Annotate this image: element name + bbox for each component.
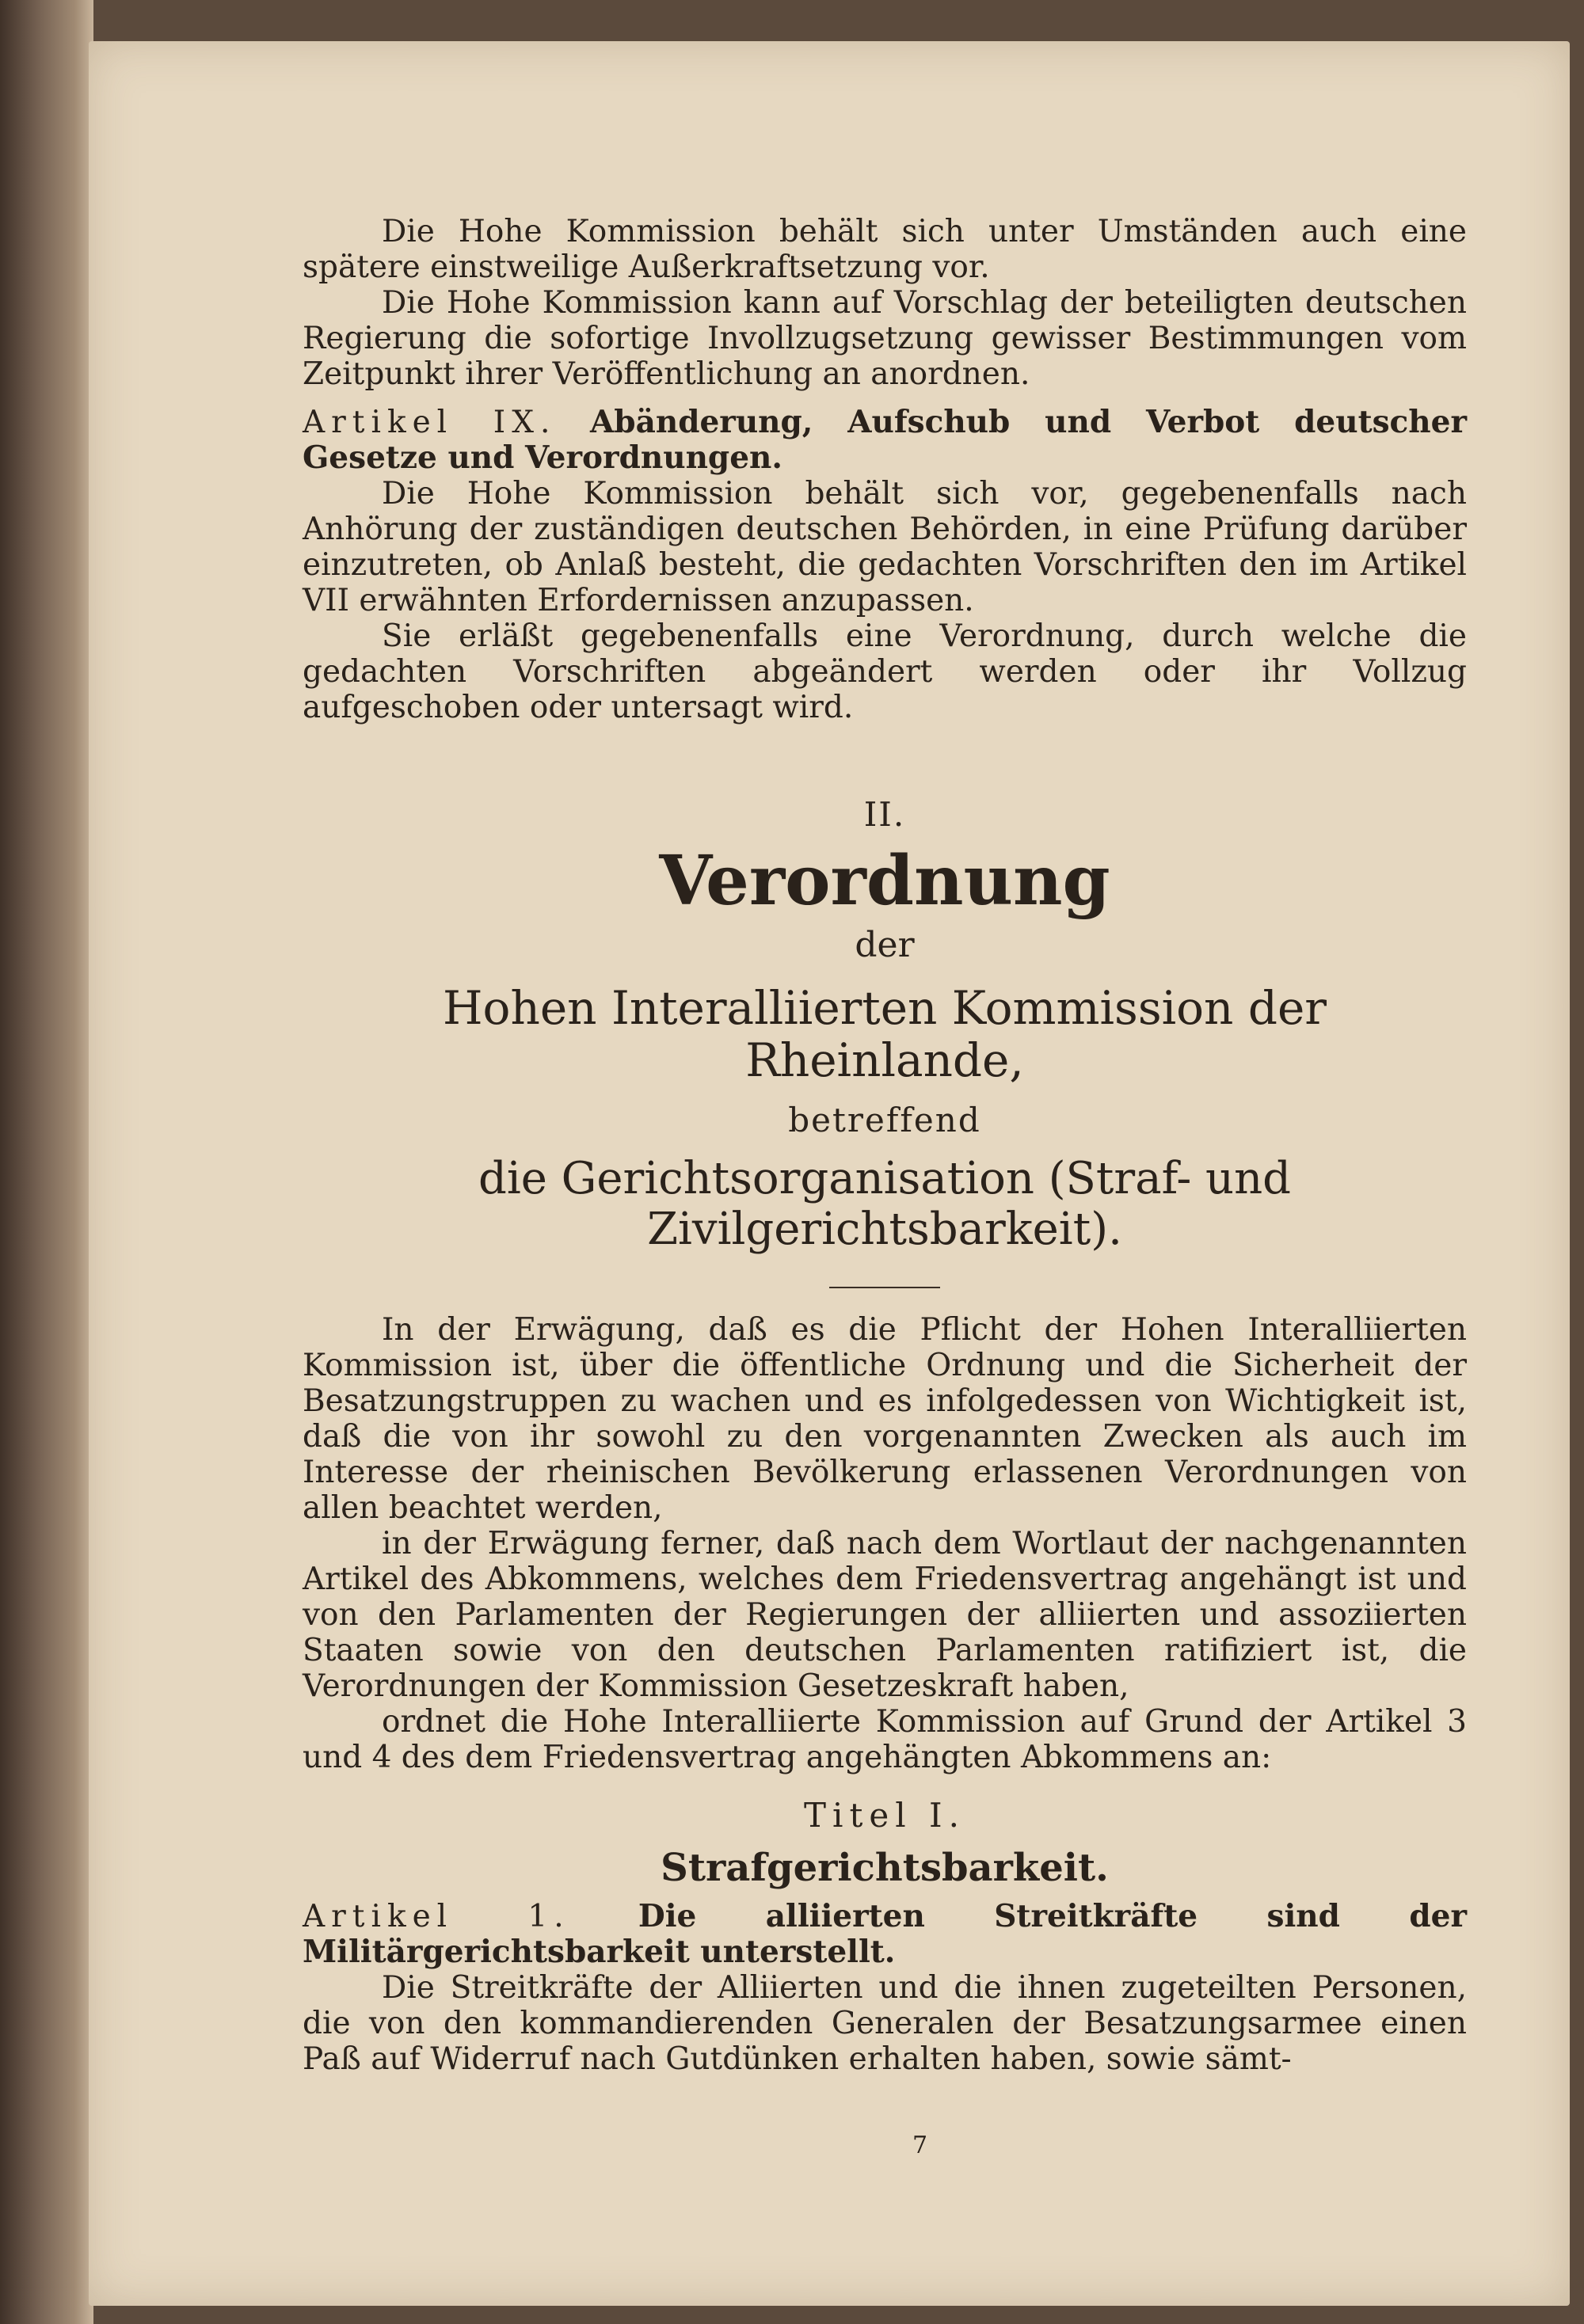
divider bbox=[829, 1287, 940, 1288]
paragraph: Die Streitkräfte der Alliierten und die ihnen zugeteilten Personen, die von den kommandierenden Generalen der Besatzungsarmee einen Paß auf Widerruf nach Gutdünken erhalten haben, sowie sämt- bbox=[303, 1970, 1467, 2077]
article-1-heading bbox=[303, 1899, 1467, 1970]
section-betreffend: betreffend bbox=[788, 1101, 981, 1139]
article-title: Abänderung, Aufschub und Verbot deutscher Gesetze und Verordnungen. bbox=[303, 404, 1468, 476]
article-title: Die alliierten Streitkräfte sind der Militärgerichtsbarkeit unterstellt. bbox=[303, 1898, 1467, 1970]
paragraph: Die Hohe Kommission kann auf Vorschlag der beteiligten deutschen Regierung die sofortige Invollzugsetzung gewisser Bestimmungen vom Zeitpunkt ihrer Veröffentlichung an anordnen. bbox=[303, 285, 1467, 392]
paragraph: Sie erläßt gegebenenfalls eine Verordnung, durch welche die gedachten Vorschriften abgeändert werden oder ihr Vollzug aufgeschoben oder untersagt wird. bbox=[303, 618, 1467, 725]
article-label: Artikel IX. bbox=[303, 405, 557, 440]
page-content bbox=[303, 214, 1467, 2077]
preamble-paragraph: In der Erwägung, daß es die Pflicht der Hohen Interalliierten Kommission ist, über die öffentliche Ordnung und die Sicherheit der Besatzungstruppen zu wachen und es infolgedessen von Wichtigkeit ist, daß die von ihr sowohl zu den vorgenannten Zwecken als auch im Interesse der rheinischen Bevölkerung erlassenen Verordnungen von allen beachtet werden, bbox=[303, 1312, 1467, 1526]
article-ix-heading bbox=[303, 405, 1467, 476]
preamble-paragraph: ordnet die Hohe Interalliierte Kommission auf Grund der Artikel 3 und 4 des dem Friedensvertrag angehängten Abkommens an: bbox=[303, 1704, 1467, 1775]
section-subject: die Gerichtsorganisation (Straf- und Zivilgerichtsbarkeit). bbox=[478, 1153, 1292, 1255]
paragraph: Die Hohe Kommission behält sich vor, gegebenenfalls nach Anhörung der zuständigen deutschen Behörden, in eine Prüfung darüber einzutreten, ob Anlaß besteht, die gedachten Vorschriften den im Artikel VII erwähnten Erfordernissen anzupassen. bbox=[303, 476, 1467, 618]
section-number: II. bbox=[863, 795, 906, 834]
page-number: 7 bbox=[912, 2132, 928, 2159]
document-page bbox=[89, 41, 1570, 2306]
titel-label: Titel I. bbox=[804, 1796, 965, 1835]
titel-heading: Strafgerichtsbarkeit. bbox=[661, 1846, 1109, 1890]
book-spine bbox=[0, 0, 93, 2324]
paragraph: Die Hohe Kommission behält sich unter Umständen auch eine spätere einstweilige Außerkraftsetzung vor. bbox=[303, 214, 1467, 285]
section-organization: Hohen Interalliierten Kommission der Rheinlande, bbox=[442, 981, 1327, 1087]
article-label: Artikel 1. bbox=[303, 1899, 570, 1934]
section-der: der bbox=[855, 925, 915, 965]
section-title: Verordnung bbox=[659, 841, 1110, 921]
preamble-paragraph: in der Erwägung ferner, daß nach dem Wortlaut der nachgenannten Artikel des Abkommens, welches dem Friedensvertrag angehängt ist und von den Parlamenten der Regierungen der alliierten und assoziierten Staaten sowie von den deutschen Parlamenten ratifiziert ist, die Verordnungen der Kommission Gesetzeskraft haben, bbox=[303, 1526, 1467, 1704]
